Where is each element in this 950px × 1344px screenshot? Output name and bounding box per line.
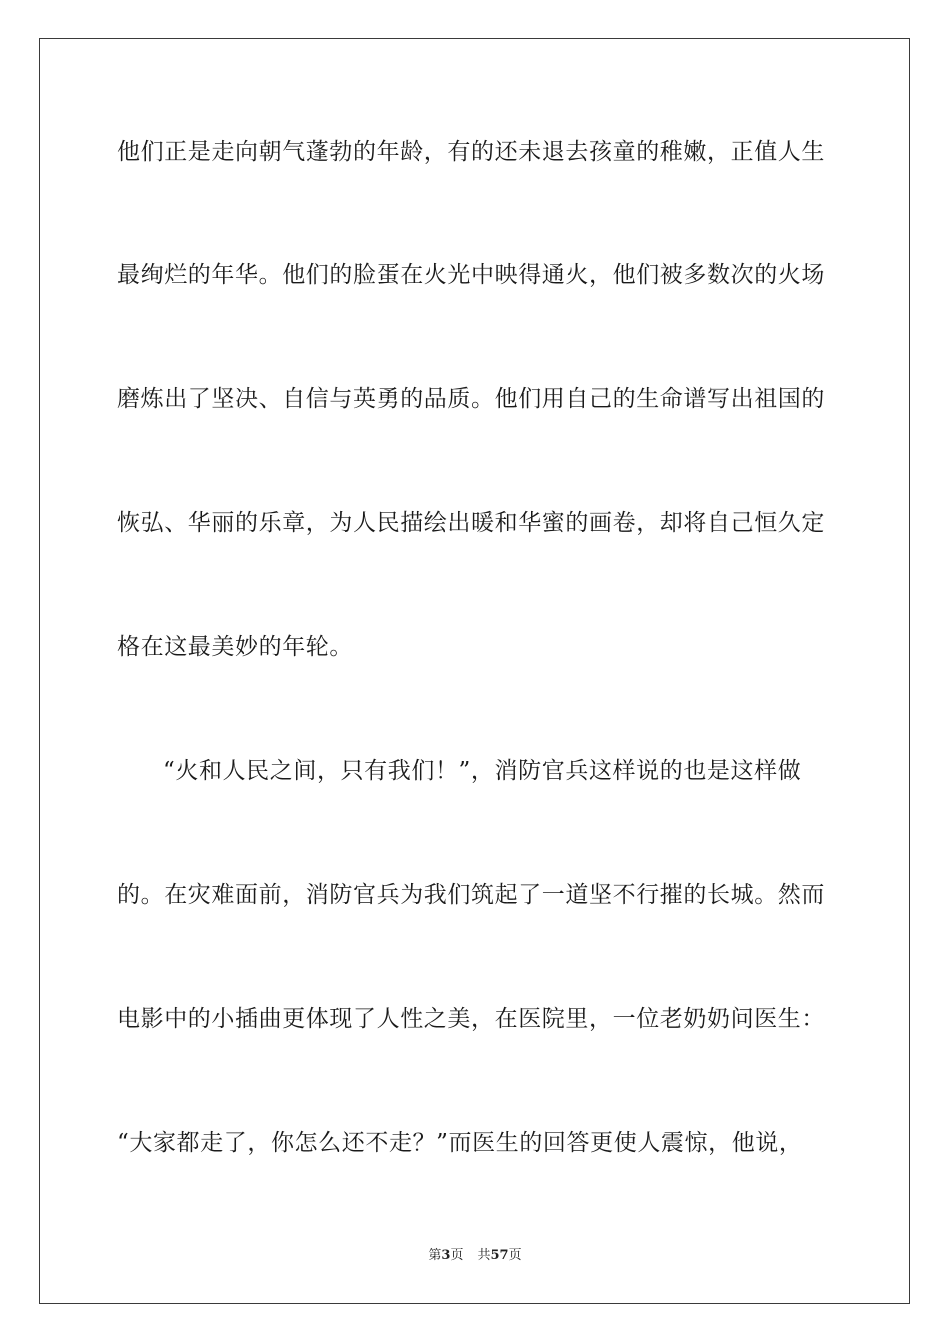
text-line: 恢弘、华丽的乐章，为人民描绘出暖和华蜜的画卷，却将自己恒久定 [117,510,825,536]
page-footer [0,1247,950,1265]
total-pages: 57 [490,1248,509,1263]
page-prefix: 第 [428,1248,442,1263]
text-line: 他们正是走向朝气蓬勃的年龄，有的还未退去孩童的稚嫩，正值人生 [117,139,825,165]
text-line: 电影中的小插曲更体现了人性之美，在医院里，一位老奶奶问医生： [117,1006,825,1032]
page-suffix: 页 [450,1248,464,1263]
text-line: 格在这最美妙的年轮。 [117,634,353,660]
text-line: 磨炼出了坚决、自信与英勇的品质。他们用自己的生命谱写出祖国的 [117,386,825,412]
text-line: 最绚烂的年华。他们的脸蛋在火光中映得通火，他们被多数次的火场 [117,262,825,288]
page-number: 3 [441,1248,451,1263]
total-prefix: 共 [477,1248,491,1263]
page-border [39,38,910,1304]
text-line: 的。在灾难面前，消防官兵为我们筑起了一道坚不行摧的长城。然而 [117,882,825,908]
total-suffix: 页 [508,1248,522,1263]
paragraph-start-line: “火和人民之间，只有我们！”，消防官兵这样说的也是这样做 [163,758,802,784]
text-line: “大家都走了，你怎么还不走？”而医生的回答更使人震惊，他说， [117,1130,803,1156]
